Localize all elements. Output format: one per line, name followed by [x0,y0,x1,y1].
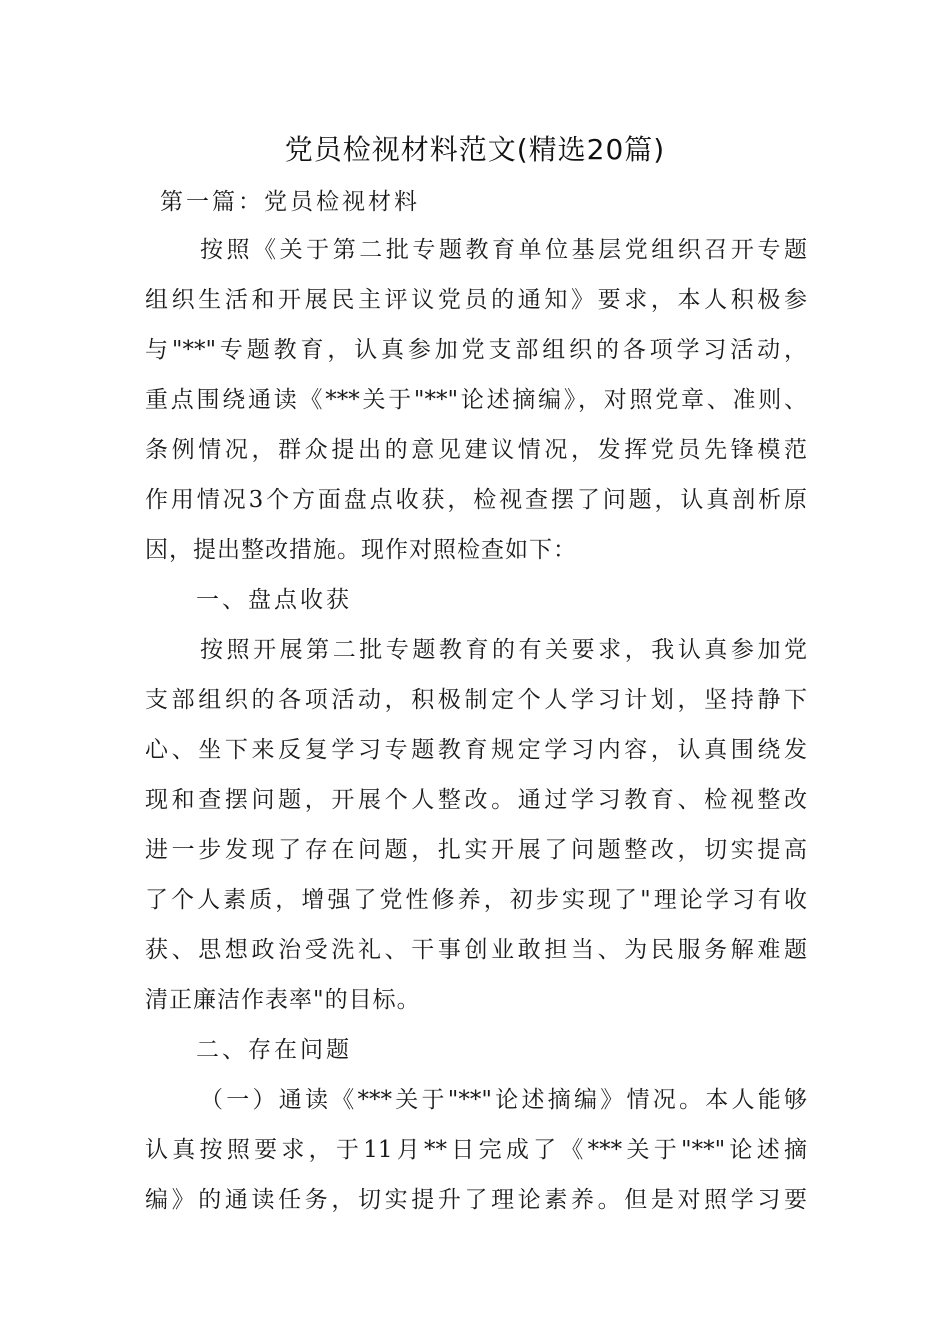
paragraph-line: 认真按照要求，于11月**日完成了《***关于"**"论述摘 [145,1137,807,1163]
section-heading: 二、存在问题 [196,1037,352,1063]
paragraph-line: 按照开展第二批专题教育的有关要求，我认真参加党 [200,637,807,663]
paragraph-line: 心、坐下来反复学习专题教育规定学习内容，认真围绕发 [145,737,807,763]
paragraph-line: 支部组织的各项活动，积极制定个人学习计划，坚持静下 [145,687,807,713]
paragraph-line: 按照《关于第二批专题教育单位基层党组织召开专题 [200,237,807,263]
paragraph-line: 编》的通读任务，切实提升了理论素养。但是对照学习要 [145,1187,807,1213]
document-title: 党员检视材料范文(精选20篇) [284,133,666,166]
chapter-subtitle: 第一篇：党员检视材料 [160,189,420,215]
paragraph-line: 获、思想政治受洗礼、干事创业敢担当、为民服务解难题 [145,937,807,963]
paragraph-line: 与"**"专题教育，认真参加党支部组织的各项学习活动， [145,337,807,363]
paragraph-line: （一）通读《***关于"**"论述摘编》情况。本人能够 [200,1087,807,1113]
section-heading: 一、盘点收获 [196,587,352,613]
paragraph-line: 作用情况3个方面盘点收获，检视查摆了问题，认真剖析原 [145,487,807,513]
paragraph-line: 组织生活和开展民主评议党员的通知》要求，本人积极参 [145,287,807,313]
paragraph-line: 现和查摆问题，开展个人整改。通过学习教育、检视整改 [145,787,807,813]
paragraph-line: 条例情况，群众提出的意见建议情况，发挥党员先锋模范 [145,437,807,463]
paragraph-line: 了个人素质，增强了党性修养，初步实现了"理论学习有收 [145,887,807,913]
paragraph-line: 因，提出整改措施。现作对照检查如下： [145,537,577,563]
paragraph-line: 清正廉洁作表率"的目标。 [145,987,421,1013]
paragraph-line: 重点围绕通读《***关于"**"论述摘编》，对照党章、准则、 [145,387,807,413]
paragraph-line: 进一步发现了存在问题，扎实开展了问题整改，切实提高 [145,837,807,863]
